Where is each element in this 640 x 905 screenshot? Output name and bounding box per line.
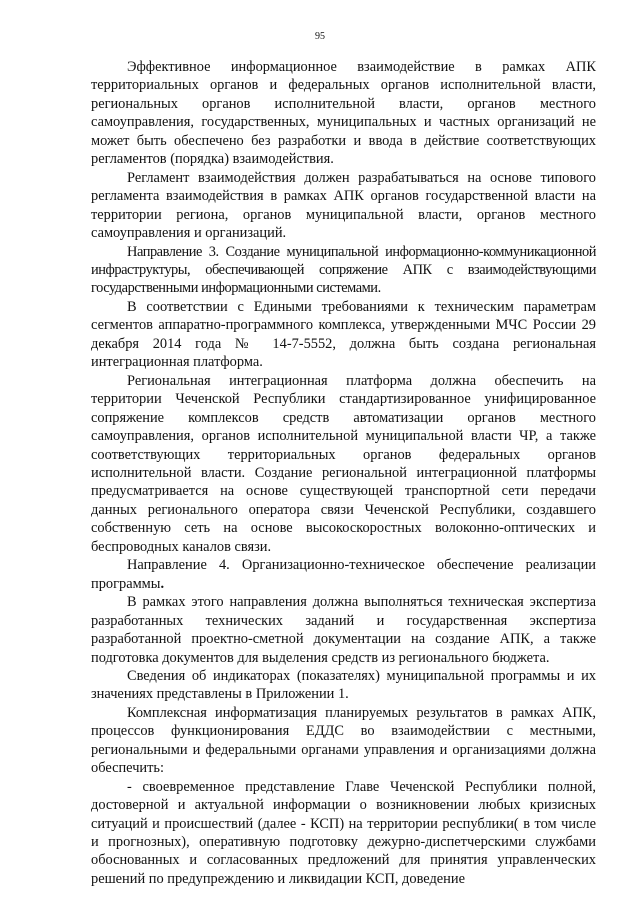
list-item-timely-reporting: - своевременное представление Главе Чеченской Республики полной, достоверной и актуальной информации о возникновении любых кризисных ситуаций и происшествий (далее - КСП) на территории республики( в том числе и прогнозных), оперативную подготовку дежурно-диспетчерскими службами обоснованных и согласованных предложений для принятия управленческих решений по предупреждению и ликвидации КСП, доведение [91,778,596,887]
paragraph-regional-platform: Региональная интеграционная платформа должна обеспечить на территории Чеченской Республики стандартизированное унифицированное сопряжение комплексов средств автоматизации органов местного самоуправления, органов исполнительной муниципальной власти ЧР, а также соответствующих территориальных органов федеральных органов исполнительной власти. Создание региональной интеграционной платформы предусматривается на основе существующей транспортной сети передачи данных регионального оператора связи Чеченской Республики, создавшего собственную сеть на основе высокоскоростных волоконно-оптических и беспроводных каналов связи. [91,372,596,555]
direction-4-text: Направление 4. Организационно-техническое обеспечение реализации программы [91,557,596,592]
direction-4-period: . [160,575,165,592]
paragraph-expertise: В рамках этого направления должна выполняться техническая экспертиза разработанных технических заданий и государственная экспертиза разработанной проектно-сметной документации на создание АПК, а также подготовка документов для выделения средств из регионального бюджета. [91,594,596,666]
paragraph-regulation-development: Регламент взаимодействия должен разрабатываться на основе типового регламента взаимодействия в рамках АПК органов государственной власти на территории региона, органов муниципальной власти, органов местного самоуправления и организаций. [91,169,596,242]
paragraph-unified-requirements: В соответствии с Едиными требованиями к техническим параметрам сегментов аппаратно-программного комплекса, утвержденными МЧС России 29 декабря 2014 года № 14-7-5552, должна быть создана региональная интеграционная платформа. [91,298,596,371]
paragraph-indicators: Сведения об индикаторах (показателях) муниципальной программы и их значениях представлены в Приложении 1. [91,667,596,703]
page-number: 95 [315,31,325,42]
paragraph-interaction-regulations: Эффективное информационное взаимодействие в рамках АПК территориальных органов и федеральных органов исполнительной власти, региональных органов исполнительной власти, органов местного самоуправления, государственных, муниципальных и частных организаций не может быть обеспечено без разработки и ввода в действие соответствующих регламентов (порядка) взаимодействия. [91,59,596,168]
paragraph-complex-informatization: Комплексная информатизация планируемых результатов в рамках АПК, процессов функционирования ЕДДС во взаимодействии с местными, региональными и федеральными органами управления и организациями должна обеспечить: [91,704,596,777]
paragraph-direction-4 [91,556,596,593]
paragraph-direction-3: Направление 3. Создание муниципальной информационно-коммуникационной инфраструктуры, обеспечивающей сопряжение АПК с взаимодействующими государственными информационными системами. [91,243,596,297]
document-body [91,58,596,888]
